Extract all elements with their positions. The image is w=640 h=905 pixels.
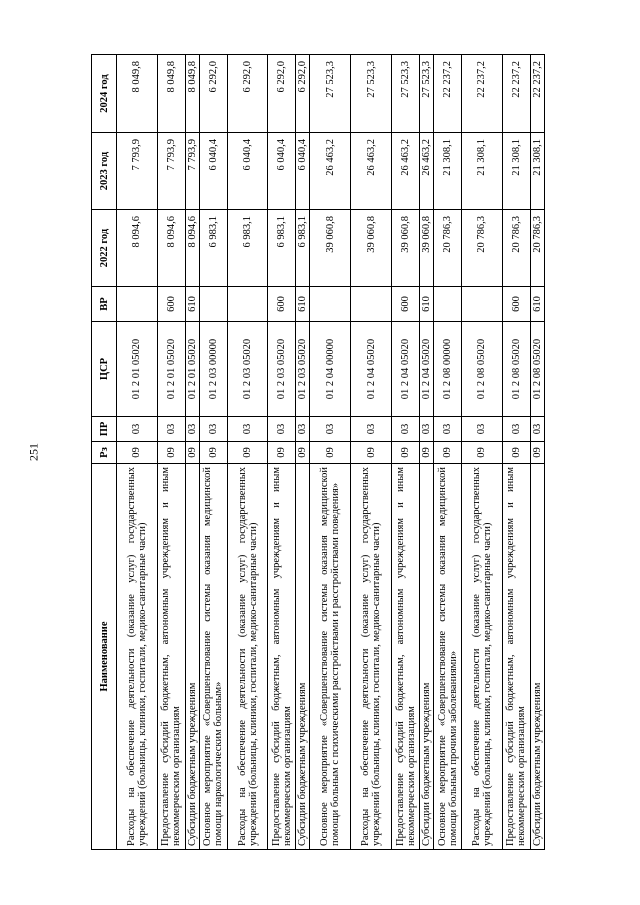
row-2024: 8 049,8 <box>157 55 185 133</box>
row-csr: 01 2 08 05020 <box>461 322 502 417</box>
row-csr: 01 2 03 05020 <box>227 322 268 417</box>
row-csr: 01 2 08 05020 <box>502 322 530 417</box>
header-name: Наименование <box>92 464 117 850</box>
row-csr: 01 2 01 05020 <box>117 322 158 417</box>
row-2022: 6 983,1 <box>268 210 296 287</box>
row-name: Расходы на обеспечение деятельности (оказание услуг) государственных учреждений (больницы, клиники, госпитали, медико-санитарные части) <box>351 464 392 850</box>
row-name: Субсидии бюджетным учреждениям <box>296 464 310 850</box>
row-2024: 27 523,3 <box>351 55 392 133</box>
table-row <box>310 55 351 850</box>
row-2024: 6 292,0 <box>268 55 296 133</box>
row-name: Предоставление субсидий бюджетным, автономным учреждениям и иным некоммерческим организациям <box>157 464 185 850</box>
table-row <box>157 55 185 850</box>
row-2022: 20 786,3 <box>434 210 462 287</box>
row-2024: 27 523,3 <box>310 55 351 133</box>
row-2024: 8 049,8 <box>117 55 158 133</box>
row-vr <box>461 287 502 322</box>
table-row <box>530 55 545 850</box>
row-2022: 20 786,3 <box>461 210 502 287</box>
row-2024: 6 292,0 <box>296 55 310 133</box>
row-pr: 03 <box>392 417 420 442</box>
row-rz: 09 <box>199 442 227 464</box>
row-2024: 22 237,2 <box>530 55 545 133</box>
row-2023: 26 463,2 <box>392 133 420 210</box>
row-2024: 27 523,3 <box>392 55 420 133</box>
row-pr: 03 <box>351 417 392 442</box>
row-name: Основное мероприятие «Совершенствование системы оказания медицинской помощи больным прочими заболеваниями» <box>434 464 462 850</box>
row-vr <box>117 287 158 322</box>
row-csr: 01 2 08 05020 <box>530 322 545 417</box>
row-2022: 8 094,6 <box>185 210 199 287</box>
table-row <box>502 55 530 850</box>
row-2024: 22 237,2 <box>434 55 462 133</box>
row-rz: 09 <box>434 442 462 464</box>
row-pr: 03 <box>419 417 433 442</box>
row-vr <box>227 287 268 322</box>
row-2023: 21 308,1 <box>434 133 462 210</box>
row-rz: 09 <box>117 442 158 464</box>
row-2023: 6 040,4 <box>227 133 268 210</box>
row-pr: 03 <box>199 417 227 442</box>
header-2023: 2023 год <box>92 133 117 210</box>
row-2022: 39 060,8 <box>392 210 420 287</box>
row-rz: 09 <box>392 442 420 464</box>
header-csr: ЦСР <box>92 322 117 417</box>
rotated-table-container <box>91 55 545 850</box>
row-pr: 03 <box>185 417 199 442</box>
row-rz: 09 <box>227 442 268 464</box>
row-pr: 03 <box>227 417 268 442</box>
row-pr: 03 <box>502 417 530 442</box>
row-2022: 39 060,8 <box>351 210 392 287</box>
row-2024: 6 292,0 <box>227 55 268 133</box>
table-row <box>461 55 502 850</box>
page-number-text: 251 <box>26 443 41 461</box>
row-rz: 09 <box>310 442 351 464</box>
row-rz: 09 <box>502 442 530 464</box>
row-csr: 01 2 04 05020 <box>392 322 420 417</box>
row-2022: 6 983,1 <box>199 210 227 287</box>
row-2024: 8 049,8 <box>185 55 199 133</box>
table-row <box>117 55 158 850</box>
row-rz: 09 <box>296 442 310 464</box>
row-pr: 03 <box>117 417 158 442</box>
row-vr: 610 <box>419 287 433 322</box>
row-vr: 610 <box>530 287 545 322</box>
row-2023: 7 793,9 <box>157 133 185 210</box>
row-rz: 09 <box>185 442 199 464</box>
row-csr: 01 2 01 05020 <box>157 322 185 417</box>
row-csr: 01 2 04 00000 <box>310 322 351 417</box>
row-vr: 600 <box>157 287 185 322</box>
row-rz: 09 <box>157 442 185 464</box>
row-vr: 610 <box>296 287 310 322</box>
header-2024: 2024 год <box>92 55 117 133</box>
row-2022: 20 786,3 <box>502 210 530 287</box>
budget-table <box>91 54 545 850</box>
row-2023: 7 793,9 <box>117 133 158 210</box>
table-row <box>296 55 310 850</box>
row-csr: 01 2 03 05020 <box>268 322 296 417</box>
row-2023: 26 463,2 <box>419 133 433 210</box>
row-2022: 8 094,6 <box>117 210 158 287</box>
row-pr: 03 <box>268 417 296 442</box>
row-name: Субсидии бюджетным учреждениям <box>530 464 545 850</box>
row-2023: 21 308,1 <box>502 133 530 210</box>
row-2023: 7 793,9 <box>185 133 199 210</box>
row-rz: 09 <box>461 442 502 464</box>
row-pr: 03 <box>310 417 351 442</box>
row-name: Субсидии бюджетным учреждениям <box>185 464 199 850</box>
row-vr <box>434 287 462 322</box>
row-2024: 22 237,2 <box>461 55 502 133</box>
row-vr <box>199 287 227 322</box>
row-2022: 39 060,8 <box>419 210 433 287</box>
row-name: Расходы на обеспечение деятельности (оказание услуг) государственных учреждений (больницы, клиники, госпитали, медико-санитарные части) <box>461 464 502 850</box>
row-2022: 6 983,1 <box>227 210 268 287</box>
table-row <box>434 55 462 850</box>
row-2024: 22 237,2 <box>502 55 530 133</box>
row-pr: 03 <box>296 417 310 442</box>
row-2024: 27 523,3 <box>419 55 433 133</box>
row-vr: 600 <box>268 287 296 322</box>
table-row <box>351 55 392 850</box>
row-csr: 01 2 03 05020 <box>296 322 310 417</box>
row-2022: 8 094,6 <box>157 210 185 287</box>
row-name: Предоставление субсидий бюджетным, автономным учреждениям и иным некоммерческим организациям <box>268 464 296 850</box>
header-row <box>92 55 117 850</box>
row-name: Предоставление субсидий бюджетным, автономным учреждениям и иным некоммерческим организациям <box>392 464 420 850</box>
row-2024: 6 292,0 <box>199 55 227 133</box>
row-pr: 03 <box>530 417 545 442</box>
row-csr: 01 2 04 05020 <box>419 322 433 417</box>
table-row <box>419 55 433 850</box>
row-name: Основное мероприятие «Совершенствование системы оказания медицинской помощи больным с психическими расстройствами и расстройствами поведения» <box>310 464 351 850</box>
row-2023: 6 040,4 <box>268 133 296 210</box>
row-2023: 26 463,2 <box>310 133 351 210</box>
row-name: Расходы на обеспечение деятельности (оказание услуг) государственных учреждений (больницы, клиники, госпитали, медико-санитарные части) <box>117 464 158 850</box>
row-vr: 610 <box>185 287 199 322</box>
row-2023: 6 040,4 <box>296 133 310 210</box>
row-2023: 21 308,1 <box>530 133 545 210</box>
row-name: Основное мероприятие «Совершенствование системы оказания медицинской помощи наркологическим больным» <box>199 464 227 850</box>
header-pr: ПР <box>92 417 117 442</box>
row-csr: 01 2 08 00000 <box>434 322 462 417</box>
row-rz: 09 <box>419 442 433 464</box>
table-row <box>392 55 420 850</box>
row-pr: 03 <box>461 417 502 442</box>
row-vr <box>351 287 392 322</box>
row-csr: 01 2 01 05020 <box>185 322 199 417</box>
row-name: Субсидии бюджетным учреждениям <box>419 464 433 850</box>
table-row <box>268 55 296 850</box>
header-2022: 2022 год <box>92 210 117 287</box>
row-pr: 03 <box>157 417 185 442</box>
row-rz: 09 <box>351 442 392 464</box>
header-rz: Рз <box>92 442 117 464</box>
row-vr <box>310 287 351 322</box>
table-row <box>199 55 227 850</box>
row-2022: 20 786,3 <box>530 210 545 287</box>
table-row <box>227 55 268 850</box>
row-rz: 09 <box>268 442 296 464</box>
row-vr: 600 <box>392 287 420 322</box>
row-2023: 6 040,4 <box>199 133 227 210</box>
header-vr: ВР <box>92 287 117 322</box>
row-2022: 6 983,1 <box>296 210 310 287</box>
row-name: Предоставление субсидий бюджетным, автономным учреждениям и иным некоммерческим организациям <box>502 464 530 850</box>
row-2023: 26 463,2 <box>351 133 392 210</box>
row-2023: 21 308,1 <box>461 133 502 210</box>
row-csr: 01 2 03 00000 <box>199 322 227 417</box>
row-2022: 39 060,8 <box>310 210 351 287</box>
row-name: Расходы на обеспечение деятельности (оказание услуг) государственных учреждений (больницы, клиники, госпитали, медико-санитарные части) <box>227 464 268 850</box>
row-csr: 01 2 04 05020 <box>351 322 392 417</box>
row-vr: 600 <box>502 287 530 322</box>
row-rz: 09 <box>530 442 545 464</box>
row-pr: 03 <box>434 417 462 442</box>
table-row <box>185 55 199 850</box>
